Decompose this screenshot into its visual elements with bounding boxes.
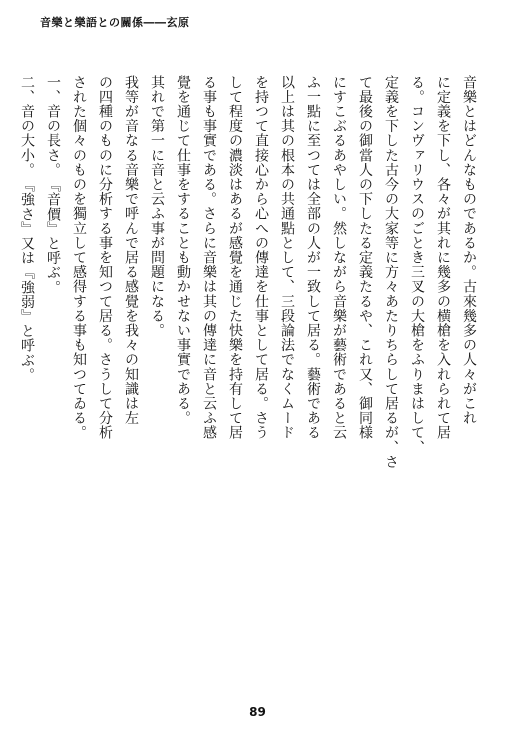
text-column: 定義を下した古今の大家等に方々あたりちらして居るが、さ xyxy=(383,75,399,470)
running-header: 音樂と樂語との關係――玄原 xyxy=(40,16,190,29)
text-column: 覺を通じて仕事をすることも動かせない事實である。 xyxy=(175,75,191,426)
text-column: 二、音の大小。 『強さ』又は『強弱』と呼ぶ。 xyxy=(19,75,35,383)
text-column: 以上は其の根本の共通點として、三段論法でなくムード xyxy=(279,75,295,440)
text-column: にすこぶるあやしい。然しながら音樂が藝術であると云 xyxy=(331,75,347,440)
text-column: ふ一點に至つては全部の人が一致して居る。藝術である xyxy=(305,75,321,440)
text-column: して程度の濃淡はあるが感覺を通じた快樂を持有して居 xyxy=(227,75,243,440)
text-column: 音樂とはどんなものであるか。古來幾多の人々がこれ xyxy=(461,75,477,426)
text-column: 我等が音なる音樂で呼んで居る感覺を我々の知識は左 xyxy=(123,75,139,426)
text-column: る事も事實である。さらに音樂は其の傳達に音と云ふ感 xyxy=(201,75,217,440)
text-column: の四種のものに分析する事を知つて居る。さうして分析 xyxy=(97,75,113,440)
text-column: 其れで第一に音と云ふ事が問題になる。 xyxy=(149,75,165,338)
text-column: を持つて直接心から心への傳達を仕事として居る。さう xyxy=(253,75,269,440)
text-column: 一、音の長さ。 『音價』と呼ぶ。 xyxy=(45,75,61,295)
text-column: に定義を下し、各々が其れに幾多の横槍を入れられて居 xyxy=(435,75,451,440)
page-number: 89 xyxy=(249,705,266,719)
text-column: された個々のものを獨立して感得する事も知つてゐる。 xyxy=(71,75,87,440)
text-column: る。コンヴァリウスのごとき三叉の大槍をふりまはして、 xyxy=(409,75,425,455)
text-column: て最後の御當人の下したる定義たるや、これ又、御同様 xyxy=(357,75,373,440)
